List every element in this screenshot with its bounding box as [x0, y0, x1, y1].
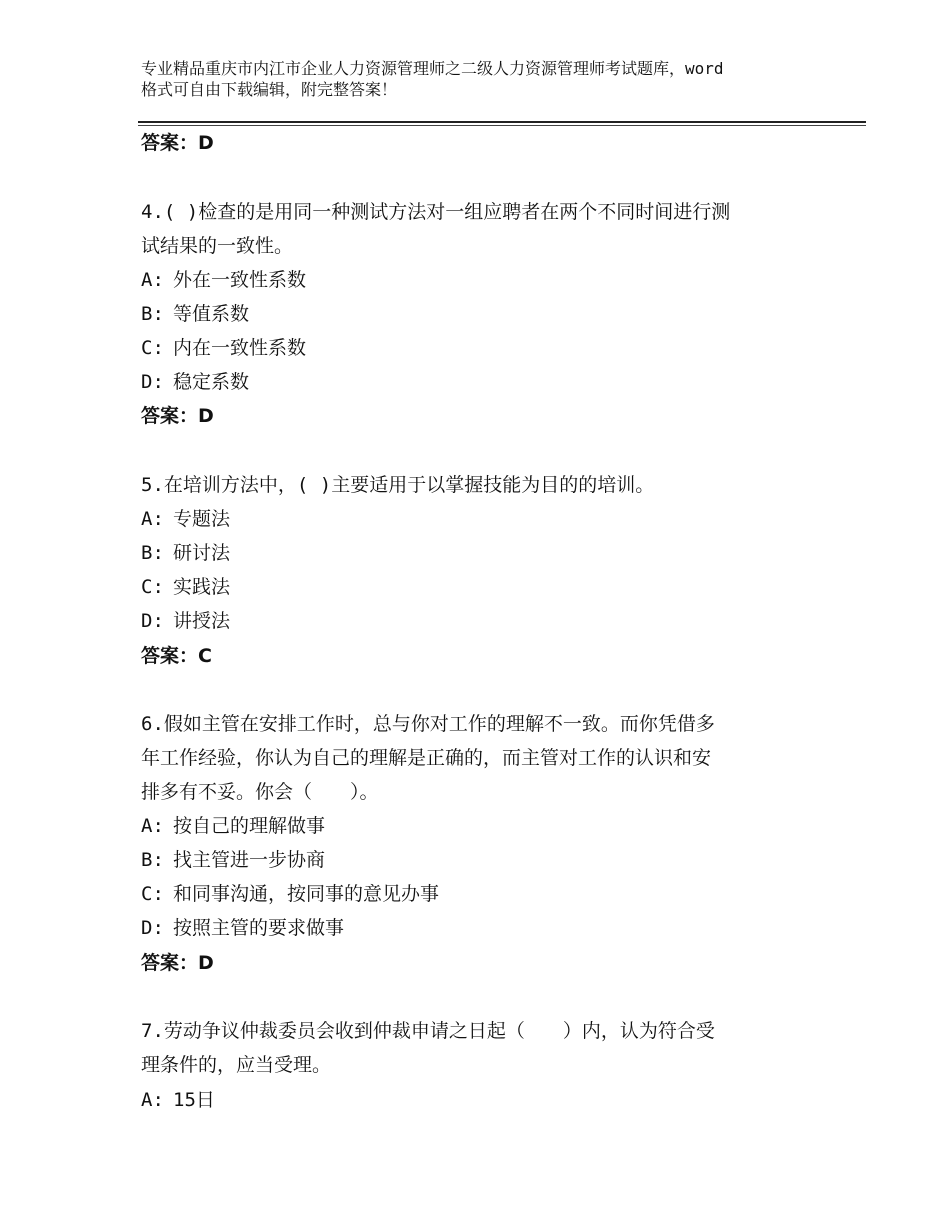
question-4-option-b	[141, 302, 249, 326]
option-text: 找主管进一步协商	[173, 849, 326, 871]
question-4-stem-line-2: 试结果的一致性。	[141, 235, 294, 257]
question-4-option-d	[141, 370, 249, 394]
option-letter: A:	[141, 508, 164, 530]
option-letter: C:	[141, 337, 164, 359]
option-letter: D:	[141, 610, 164, 632]
question-4-answer: 答案：D	[141, 405, 214, 427]
option-letter: B:	[141, 849, 164, 871]
question-4-stem-line-1: 4.( )检查的是用同一种测试方法对一组应聘者在两个不同时间进行测	[141, 201, 731, 223]
option-text: 外在一致性系数	[173, 269, 307, 291]
option-letter: C:	[141, 883, 164, 905]
document-header	[141, 58, 821, 100]
option-letter: A:	[141, 815, 164, 837]
question-7-stem-line-2: 理条件的，应当受理。	[141, 1054, 332, 1076]
question-6-stem-line-3: 排多有不妥。你会（ ）。	[141, 781, 379, 803]
question-6-stem-line-1: 6.假如主管在安排工作时，总与你对工作的理解不一致。而你凭借多	[141, 713, 715, 735]
option-letter: B:	[141, 542, 164, 564]
previous-answer: 答案：D	[141, 132, 214, 154]
option-letter: C:	[141, 576, 164, 598]
question-5-option-b	[141, 541, 230, 565]
option-text: 内在一致性系数	[173, 337, 307, 359]
question-4-option-c	[141, 336, 306, 360]
question-6-option-a	[141, 814, 325, 838]
question-7-stem-line-1: 7.劳动争议仲裁委员会收到仲裁申请之日起（ ）内，认为符合受	[141, 1020, 715, 1042]
question-7-option-a	[141, 1088, 215, 1112]
option-text: 研讨法	[173, 542, 231, 564]
header-rule-thin	[138, 125, 866, 126]
header-rule-thick	[138, 121, 866, 123]
option-letter: D:	[141, 371, 164, 393]
option-text: 和同事沟通，按同事的意见办事	[173, 883, 440, 905]
question-4-option-a	[141, 268, 306, 292]
question-6-answer: 答案：D	[141, 952, 214, 974]
option-text: 按照主管的要求做事	[173, 917, 345, 939]
question-5-option-c	[141, 575, 230, 599]
question-6-option-b	[141, 848, 325, 872]
option-text: 稳定系数	[173, 371, 250, 393]
header-line-2: 格式可自由下载编辑，附完整答案！	[141, 80, 398, 99]
option-text: 按自己的理解做事	[173, 815, 326, 837]
question-5-option-d	[141, 609, 230, 633]
option-letter: D:	[141, 917, 164, 939]
option-text: 专题法	[173, 508, 231, 530]
question-5-answer: 答案：C	[141, 645, 212, 667]
option-text: 等值系数	[173, 303, 250, 325]
option-letter: A:	[141, 269, 164, 291]
question-6-option-c	[141, 882, 439, 906]
option-text: 讲授法	[173, 610, 231, 632]
option-letter: B:	[141, 303, 164, 325]
option-text: 15日	[173, 1089, 215, 1111]
option-text: 实践法	[173, 576, 231, 598]
question-5-stem-line-1: 5.在培训方法中，( )主要适用于以掌握技能为目的的培训。	[141, 474, 655, 496]
option-letter: A:	[141, 1089, 164, 1111]
question-6-stem-line-2: 年工作经验，你认为自己的理解是正确的，而主管对工作的认识和安	[141, 747, 712, 769]
question-6-option-d	[141, 916, 344, 940]
question-5-option-a	[141, 507, 230, 531]
header-line-1: 专业精品重庆市内江市企业人力资源管理师之二级人力资源管理师考试题库，word	[141, 59, 724, 78]
